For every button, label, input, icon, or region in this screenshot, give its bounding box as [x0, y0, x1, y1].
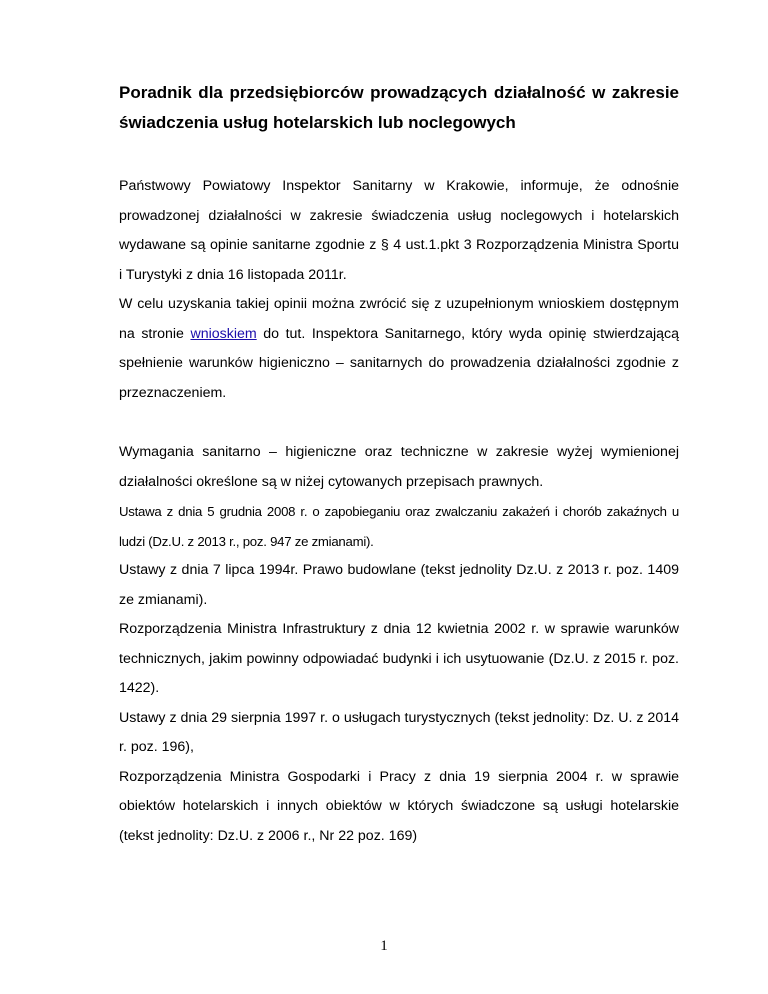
request-text-before: W celu uzyskania takiej opinii można zwrócić się z uzupełnionym wnioskiem dostępnym na stronie — [119, 296, 679, 342]
law-item-2: Ustawy z dnia 7 lipca 1994r. Prawo budowlane (tekst jednolity Dz.U. z 2013 r. poz. 1409 ze zmianami). — [119, 562, 679, 608]
law-item-1: Ustawa z dnia 5 grudnia 2008 r. o zapobieganiu oraz zwalczaniu zakażeń i chorób zakaźnych u ludzi (Dz.U. z 2013 r., poz. 947 ze zmianami). — [119, 504, 679, 549]
requirements-intro: Wymagania sanitarno – higieniczne oraz techniczne w zakresie wyżej wymienionej działalności określone są w niżej cytowanych przepisach prawnych. — [119, 444, 679, 490]
spacer — [119, 408, 679, 438]
intro-paragraph: Państwowy Powiatowy Inspektor Sanitarny w Krakowie, informuje, że odnośnie prowadzonej działalności w zakresie świadczenia usług noclegowych i hotelarskich wydawane są opinie sanitarne zgodnie z § 4 ust.1.pkt 3 Rozporządzenia Ministra Sportu i Turystyki z dnia 16 listopada 2011r. — [119, 178, 679, 283]
law-item-4: Ustawy z dnia 29 sierpnia 1997 r. o usługach turystycznych (tekst jednolity: Dz. U. z 2014 r. poz. 196), — [119, 709, 679, 755]
page-number: 1 — [380, 938, 388, 954]
document-page — [119, 78, 679, 851]
law-item-3: Rozporządzenia Ministra Infrastruktury z dnia 12 kwietnia 2002 r. w sprawie warunków technicznych, jakim powinny odpowiadać budynki i ich usytuowanie (Dz.U. z 2015 r. poz. 1422). — [119, 621, 679, 696]
document-title: Poradnik dla przedsiębiorców prowadzących działalność w zakresie świadczenia usług hotelarskich lub noclegowych — [119, 83, 679, 132]
application-form-link[interactable]: wnioskiem — [190, 325, 257, 342]
request-text-after: do tut. Inspektora Sanitarnego, który wyda opinię stwierdzającą spełnienie warunków higieniczno – sanitarnych do prowadzenia działalności zgodnie z przeznaczeniem. — [119, 325, 679, 401]
request-paragraph — [119, 290, 679, 408]
spacer — [119, 138, 679, 172]
law-item-5: Rozporządzenia Ministra Gospodarki i Pracy z dnia 19 sierpnia 2004 r. w sprawie obiektów hotelarskich i innych obiektów w których świadczone są usługi hotelarskie (tekst jednolity: Dz.U. z 2006 r., Nr 22 poz. 169) — [119, 768, 679, 844]
